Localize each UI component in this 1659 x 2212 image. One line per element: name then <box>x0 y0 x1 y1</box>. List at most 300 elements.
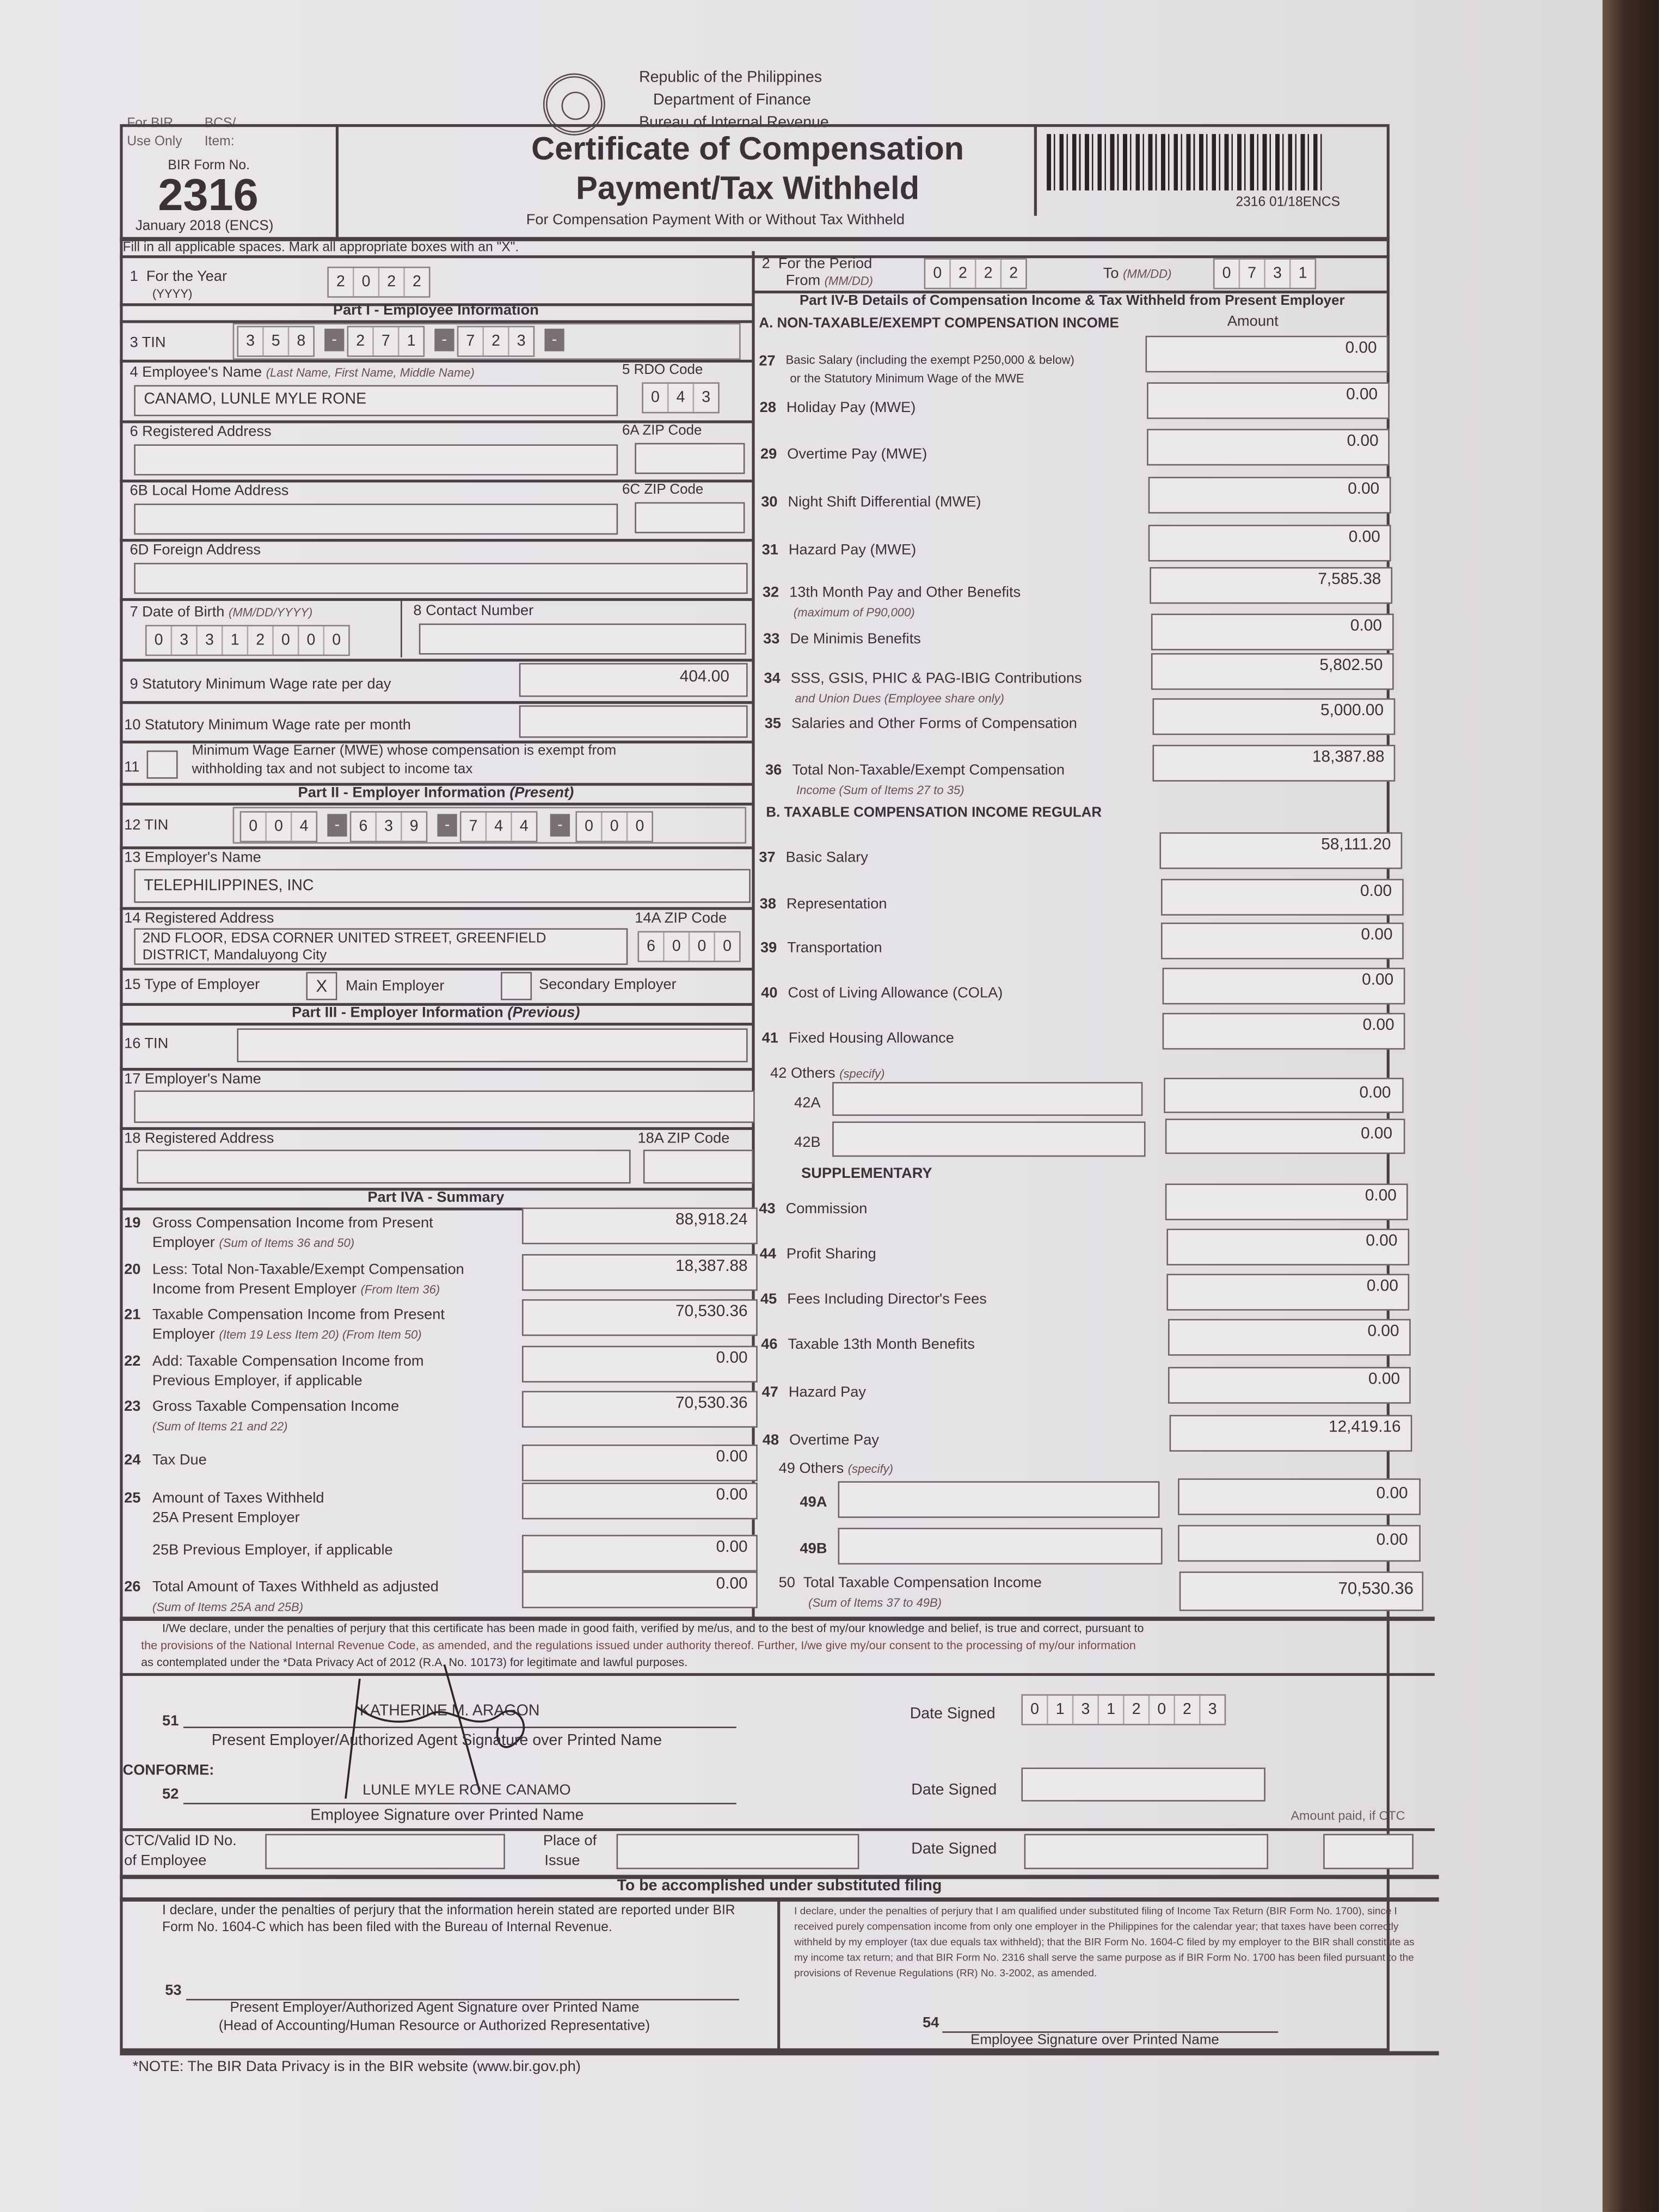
digit-cell: 1 <box>223 626 249 655</box>
employer-name-input[interactable] <box>134 869 751 903</box>
form-subtitle: For Compensation Payment With or Without Tax Withheld <box>526 211 905 229</box>
digit-cell: 3 <box>198 626 223 655</box>
sig53-caption-line1: Present Employer/Authorized Agent Signature over Printed Name <box>230 2000 640 2016</box>
income-item-label: SSS, GSIS, PHIC & PAG-IBIG Contributions <box>790 670 1082 687</box>
digit-cell: 3 <box>1073 1695 1099 1724</box>
income-amount-input[interactable] <box>1163 1013 1406 1049</box>
summary-amount-input[interactable] <box>522 1208 758 1244</box>
income-item-num: 45 <box>760 1291 777 1308</box>
registered-address-label: 6 Registered Address <box>130 423 272 440</box>
zip-6c-label: 6C ZIP Code <box>622 482 704 498</box>
summary-item-label2: Previous Employer, if applicable <box>152 1372 362 1390</box>
digit-cell: 6 <box>351 813 377 841</box>
digit-cell: 3 <box>172 626 198 655</box>
income-amount-input[interactable] <box>1147 429 1390 465</box>
summary-item-label2: Income from Present Employer <box>152 1281 357 1298</box>
part2-title-hint: (Present) <box>509 784 574 802</box>
total50-amount-input[interactable] <box>1179 1571 1423 1611</box>
previous-employer-zip-label: 18A ZIP Code <box>637 1130 730 1147</box>
income-item-label: Commission <box>785 1200 868 1218</box>
summary-item-note: (Sum of Items 21 and 22) <box>152 1419 288 1434</box>
others42b-specify-input[interactable] <box>832 1121 1145 1157</box>
summary-amount-input[interactable] <box>522 1299 758 1336</box>
income-amount-input[interactable] <box>1152 698 1395 735</box>
part2-title: Part II - Employer Information <box>298 784 506 802</box>
sig51-num: 51 <box>162 1712 179 1730</box>
summary-item-label: Tax Due <box>152 1451 207 1469</box>
summary-item-label2: Employer <box>152 1326 215 1343</box>
income-item-num: 46 <box>761 1336 778 1353</box>
summary-item-subline <box>152 1599 303 1615</box>
income-item-num: 41 <box>761 1030 778 1047</box>
summary-amount-input[interactable] <box>522 1483 758 1519</box>
total50-num: 50 <box>778 1574 795 1592</box>
part1-title: Part I - Employee Information <box>333 302 539 319</box>
employee-signature-caption: Employee Signature over Printed Name <box>310 1807 584 1824</box>
ctc-label-line1: CTC/Valid ID No. <box>124 1832 237 1850</box>
income-item-label: Overtime Pay (MWE) <box>787 446 927 463</box>
summary-amount: 70,530.36 <box>675 1395 748 1412</box>
total50-note: (Sum of Items 37 to 49B) <box>808 1595 942 1610</box>
digit-cell: 9 <box>409 818 419 835</box>
income-item-num: 31 <box>761 542 778 559</box>
employee-name-input[interactable] <box>134 385 618 416</box>
others42a-amount: 0.00 <box>1359 1085 1391 1102</box>
income-amount: 12,419.16 <box>1329 1419 1401 1436</box>
digit-cell: 0 <box>643 384 669 412</box>
zip-6a-input[interactable] <box>635 443 745 474</box>
summary-amount-input[interactable] <box>522 1571 758 1608</box>
main-employer-checkbox[interactable]: X <box>306 972 337 1000</box>
part3-title: Part III - Employer Information <box>292 1004 503 1022</box>
income-item-num: 39 <box>760 939 777 957</box>
income-item-num: 38 <box>759 895 776 913</box>
summary-item-subline <box>152 1373 362 1390</box>
contact-number-input[interactable] <box>419 624 746 655</box>
digit-cell: 2 <box>1009 265 1018 282</box>
registered-address-input[interactable] <box>134 444 618 475</box>
mwe-num: 11 <box>124 759 140 776</box>
income-item-num: 28 <box>759 399 776 416</box>
smw-month-input[interactable] <box>519 705 748 738</box>
employer-tin-group-3[interactable] <box>460 811 538 842</box>
income-item-label: Basic Salary <box>785 849 868 867</box>
employer-zip-label: 14A ZIP Code <box>635 910 727 927</box>
income-item-num: 44 <box>759 1245 776 1263</box>
form-date: January 2018 (ENCS) <box>135 218 274 235</box>
summary-item-num: 21 <box>124 1306 141 1324</box>
income-item-label: Hazard Pay (MWE) <box>788 542 917 559</box>
income-amount: 0.00 <box>1348 481 1380 498</box>
income-item-num: 35 <box>764 715 782 733</box>
declaration-line1: I/We declare, under the penalties of perjury that this certificate has been made in good faith, verified by me/us, and to the best of my/our knowledge and belief, is true and correct, pursuant to <box>162 1620 1144 1635</box>
department-label: Department of Finance <box>653 91 812 109</box>
income-item-label: 13th Month Pay and Other Benefits <box>789 584 1021 601</box>
income-item-label: Total Non-Taxable/Exempt Compensation <box>792 761 1065 779</box>
period-num: 2 <box>761 255 770 273</box>
digit-cell: 7 <box>462 813 487 841</box>
employer-name-value: TELEPHILIPPINES, INC <box>144 877 314 895</box>
others49a-amount-input[interactable] <box>1178 1478 1421 1515</box>
others42-hint: (specify) <box>839 1066 885 1081</box>
employee-substituted-declaration: I declare, under the penalties of perjury that I am qualified under substituted filing of Income Tax Return (BIR Form No. 1700), since I received purely compensation income from only one employer in the Philippines for the calendar year; that taxes have been correctly withheld by my employer (tax due equals tax withheld); that the BIR Form No. 1604-C filed by my employer to the BIR shall constitute as my income tax return; and that BIR Form No. 2316 shall serve the same purpose as if BIR Form No. 1700 has been filed pursuant to the provisions of Revenue Regulations (RR) No. 3-2002, as amended. <box>794 1904 1415 1980</box>
income-item-note: (maximum of P90,000) <box>793 605 915 619</box>
digit-cell: 0 <box>332 632 341 649</box>
rdo-code-input[interactable] <box>642 382 720 413</box>
digit-cell: 5 <box>264 327 290 355</box>
date-signed3-input[interactable] <box>1024 1834 1268 1869</box>
income-amount-input[interactable] <box>1167 1274 1410 1310</box>
summary-amount-input[interactable] <box>522 1346 758 1382</box>
income-item-num: 32 <box>762 584 779 601</box>
employer-type-label: 15 Type of Employer <box>124 976 260 993</box>
income-amount-input[interactable] <box>1166 1228 1409 1265</box>
summary-item-note: (Sum of Items 25A and 25B) <box>152 1600 304 1614</box>
others49-hint: (specify) <box>847 1461 894 1476</box>
summary-item-subline <box>152 1418 288 1435</box>
sig54-caption: Employee Signature over Printed Name <box>970 2032 1219 2049</box>
declaration-line3: as contemplated under the *Data Privacy Act of 2012 (R.A. No. 10173) for legitimate and lawful purposes. <box>141 1655 688 1669</box>
income-amount-input[interactable] <box>1165 1184 1408 1220</box>
income-amount: 18,387.88 <box>1312 749 1385 766</box>
sig52-num: 52 <box>162 1786 179 1803</box>
digit-cell: 2 <box>1175 1695 1201 1724</box>
income-amount-input[interactable] <box>1146 382 1389 419</box>
income-amount: 0.00 <box>1362 1017 1394 1034</box>
income-amount: 0.00 <box>1366 1233 1398 1250</box>
digit-cell: 0 <box>354 268 380 296</box>
income-item-note: or the Statutory Minimum Wage of the MWE <box>790 371 1024 385</box>
smw-month-label: 10 Statutory Minimum Wage rate per month <box>124 716 411 734</box>
income-amount-input[interactable] <box>1149 525 1392 561</box>
sig53-num: 53 <box>165 1982 182 1999</box>
employer-signature-caption: Present Employer/Authorized Agent Signature over Printed Name <box>211 1732 662 1749</box>
for-bir-label: For BIR <box>127 115 174 132</box>
digit-cell: 2 <box>412 273 421 291</box>
income-amount: 0.00 <box>1345 340 1377 357</box>
period-to-input[interactable] <box>1213 258 1316 289</box>
foreign-address-input[interactable] <box>134 563 747 594</box>
total50-amount: 70,530.36 <box>1338 1578 1414 1599</box>
period-from-label: From <box>785 272 821 290</box>
summary-amount-input[interactable] <box>522 1391 758 1428</box>
summary-item-label: Total Amount of Taxes Withheld as adjusted <box>152 1578 439 1596</box>
income-amount-input[interactable] <box>1162 968 1405 1004</box>
digit-cell: 0 <box>147 626 173 655</box>
income-item-num: 43 <box>759 1200 776 1218</box>
employer-signatory-name: KATHERINE M. ARAGON <box>359 1703 540 1720</box>
republic-label: Republic of the Philippines <box>639 69 822 87</box>
digit-cell: 2 <box>348 327 374 355</box>
digit-cell: 3 <box>1265 260 1291 288</box>
income-amount-input[interactable] <box>1168 1319 1410 1355</box>
summary-item-num: 22 <box>124 1353 141 1370</box>
substituted-filing-title: To be accomplished under substituted filing <box>617 1877 942 1895</box>
income-item-label: Salaries and Other Forms of Compensation <box>791 715 1077 733</box>
income-amount: 0.00 <box>1362 972 1394 989</box>
use-only-label: Use Only <box>127 134 182 150</box>
previous-employer-name-label: 17 Employer's Name <box>124 1071 261 1088</box>
summary-item-subline <box>152 1326 422 1343</box>
dob-label: 7 Date of Birth <box>130 604 225 621</box>
digit-cell: 3 <box>517 333 526 350</box>
part4b-title: Part IV-B Details of Compensation Income & Tax Withheld from Present Employer <box>799 293 1345 309</box>
income-item-num: 36 <box>765 761 782 779</box>
income-amount-input[interactable] <box>1159 832 1402 869</box>
tin-label: 3 TIN <box>130 334 166 352</box>
summary-item-label: Add: Taxable Compensation Income from <box>152 1353 424 1370</box>
place-of-issue-input[interactable] <box>617 1834 859 1869</box>
summary-item-note: (Item 19 Less Item 20) (From Item 50) <box>219 1327 422 1342</box>
income-amount-input[interactable] <box>1160 879 1403 915</box>
summary-item-label: Amount of Taxes Withheld <box>152 1489 324 1507</box>
digit-cell: 3 <box>377 813 402 841</box>
previous-employer-tin-label: 16 TIN <box>124 1035 169 1053</box>
bcs-label: BCS/ <box>204 115 236 132</box>
income-amount-input[interactable] <box>1146 336 1388 372</box>
income-amount-input[interactable] <box>1169 1367 1411 1403</box>
others49b-label: 49B <box>800 1540 827 1558</box>
previous-employer-zip-input[interactable] <box>643 1150 753 1183</box>
period-to-label: To <box>1103 265 1119 282</box>
income-item-label: Transportation <box>787 939 882 957</box>
summary-amount: 0.00 <box>716 1448 748 1466</box>
form-no-label: BIR Form No. <box>168 158 250 174</box>
summary-amount: 18,387.88 <box>675 1258 748 1275</box>
digit-cell: 4 <box>519 818 529 835</box>
bureau-label: Bureau of Internal Revenue <box>639 114 829 132</box>
digit-cell: 0 <box>925 260 951 288</box>
digit-cell: 3 <box>238 327 264 355</box>
digit-cell: 8 <box>297 333 306 350</box>
employer-substituted-declaration: I declare, under the penalties of perjury that the information herein stated are reported under BIR Form No. 1604-C which has been filed with the Bureau of Internal Revenue. <box>162 1903 735 1936</box>
digit-cell: 2 <box>1125 1695 1150 1724</box>
summary-item-subline <box>152 1234 354 1251</box>
income-amount-input[interactable] <box>1151 613 1393 650</box>
employer-tin-group-4[interactable] <box>575 811 653 842</box>
digit-cell: 0 <box>723 938 732 955</box>
local-address-input[interactable] <box>134 503 618 534</box>
form-photo: For BIR Use Only BCS/ Item: Republic of the Philippines Department of Finance Bureau of Internal Revenue BIR Form No. 2316 January 2018 (ENCS) Certificate of Compensation Payment/Tax Withheld For Compensation Payment With or Without Tax Withheld 2316 01/18ENCS Fill in all applicable spaces. Mark all appropriate boxes with an "X". 1 For the Year (YYYY) 2 0 2 2 2 For the Period From (MM/DD) 0 2 2 2 To (MM/DD) 0 7 3 1 Part IV-B Details of Compensation Income & Tax Withheld from Present Employer Part I - Employee Information 3 TIN 3 5 8 - 2 7 1 - 7 2 3 - 4 Employee's Name (Last Name, First Name, Middle Name) CANAMO, LUNLE MYLE RONE 5 RDO Code 0 4 3 6 Registered Address 6A ZIP Code 6B Local Home Address 6C ZIP Code 6D Foreign Address 7 Date of Birth (MM/DD/YYYY) 0 3 3 1 2 0 0 0 8 Contact Number 9 Statutory Minimum Wage rate per day 404.00 10 Statutory Minimum Wage rate per month 11 Minimum Wage Earner (MWE) whose compensation is exempt from withholding tax and not subject to income tax Part II - Employer Information (Present) 12 TIN 0 0 4 - 6 3 9 - 7 4 4 - 0 0 0 13 Employer's Name TELEPHILIPPINES, INC 14 Registered Address 2ND FLOOR, EDSA CORNER UNITED STREET, GREENFIELD DISTRICT, Mandaluyong City 14A ZIP Code 6 0 0 0 15 Type of Employer X Main Employer Secondary Employer Part III - Employer Information (Previous) 16 TIN 17 Employer's Name 18 Registered Address 18A ZIP Code Part IVA - Summary 19 Gross Compensation Income from Present Employer (Sum of Items 36 and 50) 88,918.24 20 Less: Total Non-Taxable/Exempt Compensation Income from Present Employer (From Item 36) 18,387.88 21 Taxable Compensation Income from Present Employer (Item 19 Less Item 20) (From Item 50) 70,530.36 22 Add: Taxable Compensation Income from Previous Employer, if applicable 0.00 23 Gross Taxable Compensation Income (Sum of Items 21 and 22) 70,530.36 24 Tax Due 0.00 25 Amount of Taxes Withheld 25A Present Employer 0.00 25B Previous Employer, if applicable 0.00 26 Total Amount of Taxes Withheld as adjusted (Sum of Items 25A and 25B) 0.00 A. NON-TAXABLE/EXEMPT COMPENSATION INCOME Amount B. TAXABLE COMPENSATION INCOME REGULAR 27 Basic Salary (including the exempt P250,000 & below) or the Statutory Minimum Wage of the MWE 0.00 28 Holiday Pay (MWE) 0.00 29 Overtime Pay (MWE) 0.00 30 Night Shift Differential (MWE) 0.00 31 Hazard Pay (MWE) 0.00 32 13th Month Pay and Other Benefits (maximum of P90,000) 7,585.38 33 De Minimis Benefits 0.00 34 SSS, GSIS, PHIC & PAG-IBIG Contributions and Union Dues (Employee share only) 5,802.50 35 Salaries and Other Forms of Compensation 5,000.00 36 Total Non-Taxable/Exempt Compensation Income (Sum of Items 27 to 35) 18,387.88 37 Basic Salary 58,111.20 38 Representation 0.00 39 Transportation 0.00 40 Cost of Living Allowance (COLA) 0.00 41 Fixed Housing Allowance 0.00 43 Commission 0.00 44 Profit Sharing 0.00 45 Fees Including Director's Fees 0.00 46 Taxable 13th Month Benefits 0.00 47 Hazard Pay 0.00 48 Overtime Pay 12,419.16 42 Others (specify) 42A 0.00 42B 0.00 SUPPLEMENTARY 49 Others (specify) 49A 0.00 49B 0.00 50 Total Taxable Compensation Income (Sum of Items 37 to 49B) 70,530.36 I/We declare, under the penalties of perjury that this certificate has been made in good faith, verified by me/us, and to the best of my/our knowledge and belief, is true and correct, pursuant to the provisions of the National Internal Revenue Code, as amended, and the regulations issued under authority thereof. Further, I/we give my/our consent to the processing of my/our information as contemplated under the *Data Privacy Act of 2012 (R.A. No. 10173) for legitimate and lawful purposes. 51 KATHERINE M. ARAGON Present Employer/Authorized Agent Signature over Printed Name Date Signed 0 1 3 1 2 0 2 3 CONFORME: 52 LUNLE MYLE RONE CANAMO Employee Signature over Printed Name Date Signed CTC/Valid ID No. of Employee Place of Issue Date Signed Amount paid, if CTC To be accomplished under substituted filing I declare, under the penalties of perjury that the information herein stated are reported under BIR Form No. 1604-C which has been filed with the Bureau of Internal Revenue. 53 Present Employer/Authorized Agent Signature over Printed Name (Head of Accounting/Human Resource or Authorized Representative) I declare, under the penalties of perjury that I am qualified under substituted filing of Income Tax Return (BIR Form No. 1700), since I received purely compensation income from only one employer in the Philippines for the calendar year; that taxes have been correctly withheld by my employer (tax due equals tax withheld); that the BIR Form No. 1604-C filed by my employer to the BIR shall constitute as my income tax return; and that BIR Form No. 2316 shall serve the same purpose as if BIR Form No. 1700 has been filed pursuant to the provisions of Revenue Regulations (RR) No. 3-2002, as amended. 54 Employee Signature over Printed Name *NOTE: The BIR Data Privacy is in the BIR website (www.bir.gov.ph) <box>0 0 1659 2212</box>
digit-cell: 2 <box>248 626 274 655</box>
employer-address-input[interactable] <box>134 928 628 964</box>
employee-name-hint: (Last Name, First Name, Middle Name) <box>266 365 475 380</box>
smw-day-value: 404.00 <box>679 668 729 686</box>
income-item-num: 33 <box>763 630 780 648</box>
digit-cell: 7 <box>458 327 484 355</box>
income-item-num: 47 <box>761 1384 778 1401</box>
sig54-num: 54 <box>923 2014 939 2032</box>
period-label: For the Period <box>778 255 872 273</box>
previous-employer-address-input[interactable] <box>137 1150 630 1183</box>
year-input[interactable] <box>327 267 430 298</box>
income-item-num: 40 <box>761 985 778 1002</box>
main-employer-label: Main Employer <box>345 978 445 995</box>
secondary-employer-checkbox[interactable] <box>501 972 532 1000</box>
zip-6c-input[interactable] <box>635 502 745 533</box>
amount-header: Amount <box>1227 313 1279 330</box>
digit-cell: 0 <box>267 813 292 841</box>
barcode-icon <box>1047 134 1322 191</box>
summary-amount-input[interactable] <box>522 1445 758 1481</box>
date-signed2-input[interactable] <box>1021 1768 1265 1802</box>
income-amount: 0.00 <box>1361 926 1393 944</box>
employer-tin-group-1[interactable] <box>240 811 318 842</box>
contact-number-label: 8 Contact Number <box>413 602 534 619</box>
digit-cell: 4 <box>299 818 309 835</box>
digit-cell: 4 <box>487 813 512 841</box>
income-amount: 0.00 <box>1348 529 1380 546</box>
others49-label: 49 Others <box>778 1460 844 1477</box>
summary-amount: 88,918.24 <box>675 1212 748 1229</box>
income-item-label: Night Shift Differential (MWE) <box>788 494 981 511</box>
part3-title-hint: (Previous) <box>507 1004 580 1022</box>
digit-cell: 7 <box>374 327 400 355</box>
income-item-num: 34 <box>764 670 781 687</box>
previous-employer-name-input[interactable] <box>134 1090 754 1123</box>
income-item-note: Income (Sum of Items 27 to 35) <box>796 783 964 797</box>
income-amount: 0.00 <box>1347 433 1379 450</box>
income-amount-input[interactable] <box>1170 1415 1412 1452</box>
smw-day-input[interactable] <box>519 663 748 697</box>
summary-item-label: 25B Previous Employer, if applicable <box>152 1541 393 1559</box>
income-item-note: and Union Dues (Employee share only) <box>795 691 1004 705</box>
employer-tin-group-2[interactable] <box>350 811 428 842</box>
date-signed-input[interactable] <box>1021 1694 1226 1725</box>
summary-item-num: 24 <box>124 1451 141 1469</box>
income-amount-input[interactable] <box>1162 923 1404 959</box>
foreign-address-label: 6D Foreign Address <box>130 542 261 559</box>
summary-item-num: 23 <box>124 1398 141 1415</box>
digit-cell: 2 <box>951 260 976 288</box>
year-num: 1 <box>130 268 138 285</box>
income-item-label: De Minimis Benefits <box>790 630 921 648</box>
period-from-hint: (MM/DD) <box>824 273 874 288</box>
employer-address-line2: DISTRICT, Mandaluyong City <box>142 948 327 964</box>
digit-cell: 2 <box>976 260 1002 288</box>
date-signed3-label: Date Signed <box>911 1841 997 1858</box>
income-amount-input[interactable] <box>1151 653 1394 690</box>
summary-amount: 0.00 <box>716 1350 748 1367</box>
others49b-specify-input[interactable] <box>838 1528 1163 1564</box>
declaration-line2: the provisions of the National Internal Revenue Code, as amended, and the regulations issued under authority thereof. Further, I/we give my/our consent to the processing of my/our information <box>141 1638 1136 1652</box>
previous-employer-tin-input[interactable] <box>237 1028 747 1062</box>
employee-tin-group-2[interactable] <box>347 326 425 357</box>
summary-item-label: Gross Compensation Income from Present <box>152 1214 433 1232</box>
income-item-label: Fees Including Director's Fees <box>787 1291 987 1308</box>
period-to-hint: (MM/DD) <box>1123 266 1172 281</box>
income-item-num: 29 <box>760 446 777 463</box>
digit-cell: 2 <box>379 268 405 296</box>
others49a-amount: 0.00 <box>1376 1485 1408 1503</box>
income-item-label: Representation <box>786 895 887 913</box>
income-amount-input[interactable] <box>1148 477 1391 513</box>
others42-label: 42 Others <box>770 1065 835 1082</box>
amount-paid-ctc-input[interactable] <box>1323 1834 1414 1869</box>
income-item-num: 30 <box>761 494 778 511</box>
digit-cell: 3 <box>702 389 711 407</box>
dob-hint: (MM/DD/YYYY) <box>228 605 313 619</box>
employer-address-label: 14 Registered Address <box>124 910 274 927</box>
digit-cell: 2 <box>329 268 354 296</box>
employee-signatory-name: LUNLE MYLE RONE CANAMO <box>362 1781 571 1799</box>
summary-item-note: (Sum of Items 36 and 50) <box>219 1236 355 1250</box>
section-a-title: A. NON-TAXABLE/EXEMPT COMPENSATION INCOME <box>759 316 1119 332</box>
income-amount: 7,585.38 <box>1318 571 1381 588</box>
others42a-specify-input[interactable] <box>832 1082 1142 1116</box>
employer-zip-input[interactable] <box>637 931 740 962</box>
digit-cell: 6 <box>639 932 665 961</box>
digit-cell: 1 <box>1298 265 1307 282</box>
summary-amount-input[interactable] <box>522 1535 758 1571</box>
income-amount-input[interactable] <box>1150 567 1392 604</box>
secondary-employer-label: Secondary Employer <box>539 976 677 993</box>
income-amount-input[interactable] <box>1153 745 1396 781</box>
summary-amount: 70,530.36 <box>675 1303 748 1320</box>
year-hint: (YYYY) <box>152 286 193 301</box>
others49b-amount-input[interactable] <box>1178 1525 1421 1562</box>
income-amount: 0.00 <box>1346 386 1378 404</box>
summary-item-label: Gross Taxable Compensation Income <box>152 1398 400 1415</box>
zip-6a-label: 6A ZIP Code <box>622 423 702 439</box>
barcode-code: 2316 01/18ENCS <box>1236 194 1341 211</box>
employee-tin-group-1[interactable] <box>237 326 315 357</box>
digit-cell: 0 <box>1023 1695 1048 1724</box>
income-amount: 0.00 <box>1368 1371 1400 1388</box>
rdo-label: 5 RDO Code <box>622 362 703 378</box>
digit-cell: 3 <box>1208 1701 1217 1718</box>
summary-item-subline <box>152 1509 300 1526</box>
summary-item-label: Less: Total Non-Taxable/Exempt Compensation <box>152 1261 464 1279</box>
digit-cell: 0 <box>635 818 644 835</box>
privacy-note: *NOTE: The BIR Data Privacy is in the BIR website (www.bir.gov.ph) <box>132 2058 581 2075</box>
digit-cell: 0 <box>665 932 690 961</box>
digit-cell: 1 <box>1099 1695 1125 1724</box>
digit-cell: 4 <box>669 384 695 412</box>
mwe-checkbox[interactable] <box>147 751 178 779</box>
employee-tin-group-3[interactable] <box>457 326 535 357</box>
section-b-title: B. TAXABLE COMPENSATION INCOME REGULAR <box>766 805 1102 821</box>
income-amount: 0.00 <box>1366 1278 1398 1295</box>
income-item-label: Basic Salary (including the exempt P250,000 & below) <box>785 352 1074 367</box>
income-item-num: 48 <box>762 1431 779 1449</box>
summary-amount-input[interactable] <box>522 1254 758 1291</box>
conforme-label: CONFORME: <box>122 1762 214 1779</box>
digit-cell: 2 <box>484 327 509 355</box>
dob-input[interactable] <box>145 625 350 656</box>
ctc-label-line2: of Employee <box>124 1852 207 1870</box>
others49a-label: 49A <box>800 1494 827 1511</box>
sig53-caption-line2: (Head of Accounting/Human Resource or Authorized Representative) <box>218 2018 650 2035</box>
year-label: For the Year <box>146 268 228 285</box>
summary-item-num: 19 <box>124 1214 141 1232</box>
income-item-num: 27 <box>759 352 776 370</box>
amount-paid-ctc-label: Amount paid, if CTC <box>1291 1808 1405 1823</box>
digit-cell: 0 <box>690 932 715 961</box>
ctc-id-input[interactable] <box>265 1834 505 1869</box>
date-signed2-label: Date Signed <box>911 1781 997 1799</box>
digit-cell: 0 <box>241 813 267 841</box>
others49a-specify-input[interactable] <box>838 1481 1160 1517</box>
period-from-input[interactable] <box>924 258 1027 289</box>
income-item-label: Cost of Living Allowance (COLA) <box>788 985 1003 1002</box>
summary-amount: 0.00 <box>716 1576 748 1593</box>
others42a-amount-input[interactable] <box>1164 1078 1404 1113</box>
income-item-num: 37 <box>759 849 776 867</box>
others42b-amount-input[interactable] <box>1165 1119 1405 1154</box>
income-amount: 58,111.20 <box>1321 836 1391 854</box>
local-address-label: 6B Local Home Address <box>130 482 289 500</box>
